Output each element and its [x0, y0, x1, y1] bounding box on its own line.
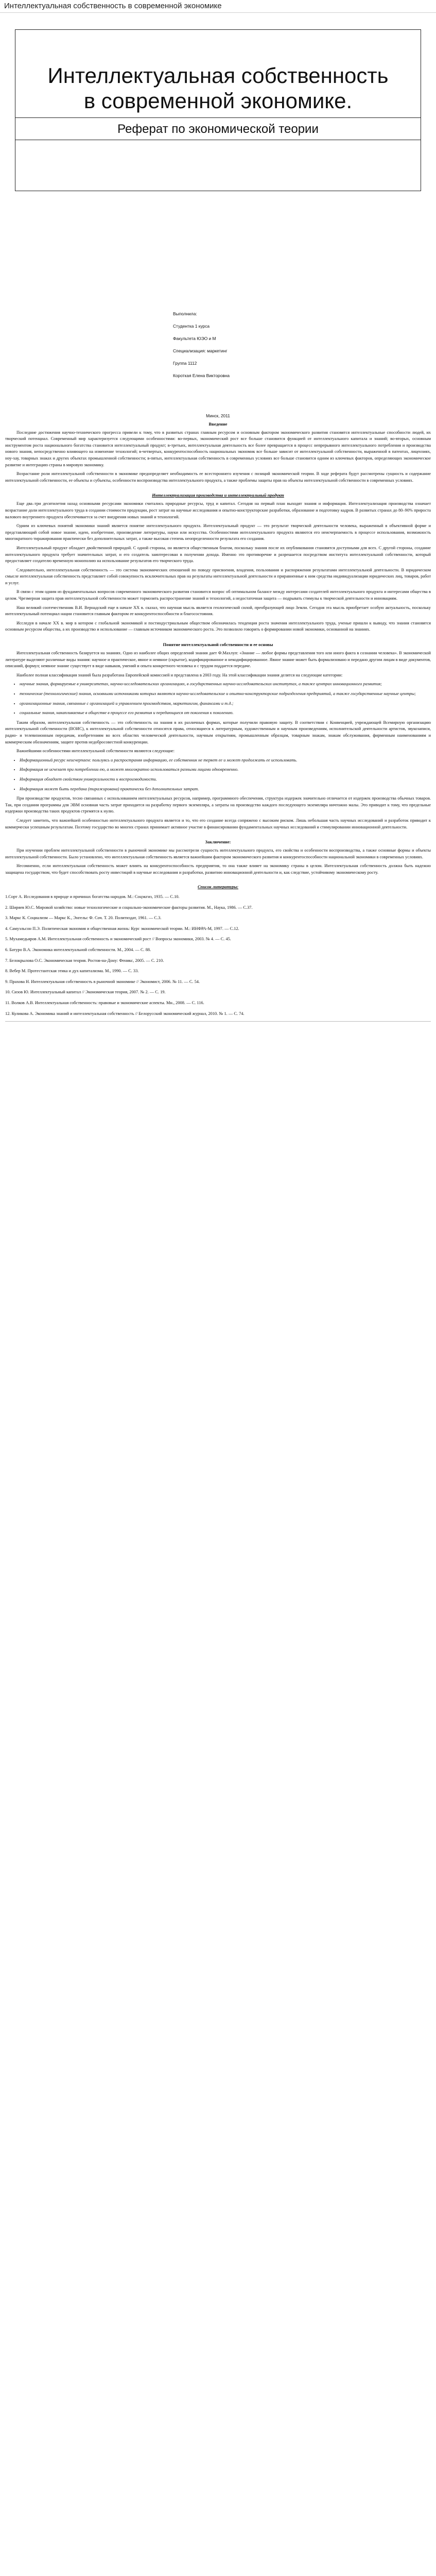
bibliography-item: 8. Вебер М. Протестантская этика и дух капитализма. М., 1990. — С. 33.: [5, 969, 139, 974]
list-item: • научные знания, формируемые в университетах, научно-исследовательских организациях, в государственных научно-исследовательских институтах, а также центрах инновационного развития;: [20, 681, 431, 688]
footer-divider: [5, 1021, 431, 1022]
cover-divider: [15, 117, 421, 118]
cover-title: Интеллектуальная собственность в современной экономике.: [47, 63, 389, 113]
intro-paragraph: Возрастание роли интеллектуальной собственности в экономике предопределяет необходимость ее всестороннего изучения с позиций экономической теории. В ходе реферата будут рассмотрены сущность и содержание интеллектуальной собственности, ее объекты и субъекты, особенности воспроизводства интеллектуального продукта, а также проблемы защиты прав на объекты интеллектуальной собственности в современных условиях.: [5, 471, 431, 483]
bibliography-list: [5, 894, 431, 1017]
section1-heading: Интеллектуализация производства и интеллектуальный продукт: [152, 493, 284, 498]
section1-paragraph: В связи с этим одним из фундаментальных вопросов современного экономического развития становится вопрос об оптимальном балансе между интересами создателей интеллектуального продукта и интересами общества в целом. Чрезмерная защита прав интеллектуальной собственности может тормозить распространение знаний и технологий, а недостаточная защита — подрывать стимулы к творческой деятельности и инновациям.: [5, 589, 431, 601]
section2-paragraph: При производстве продуктов, тесно связанных с использованием интеллектуальных ресурсов, например, программного обеспечения, структура издержек значительно отличается от издержек производства обычных товаров. Так, при создании программы для ЭВМ основная часть затрат приходится на разработку первого экземпляра, а затраты на производство каждого последующего экземпляра ничтожно малы. Это приводит к тому, что предельные издержки производства таких продуктов стремятся к нулю.: [5, 796, 431, 814]
intro-paragraph: Последние достижения научно-технического прогресса привели к тому, что в развитых странах главным ресурсом и основным фактором экономического развития становятся интеллектуальные способности людей, их творческий потенциал. Современный мир характеризуется следующими особенностями: во-первых, экономический рост все больше становится функцией от интеллектуального капитала и знаний; во-вторых, основным инструментом роста национального богатства становится интеллектуальный продукт; в-третьих, интеллектуальная деятельность все более превращается в процесс непрерывного интеллектуального потребления и производства нового знания, непосредственно влияющего на изменение технологий; в-четвертых, конкурентоспособность национальных экономик все больше зависит от интеллектуальной собственности, выраженной в патентах, лицензиях, ноу-хау, товарных знаках и других объектах промышленной собственности; в-пятых, интеллектуальная собственность в современных условиях все больше становится одним из ключевых факторов, определяющих экономическое развитие и интеграцию страны в мировую экономику.: [5, 430, 431, 467]
list-item: • социальные знания, накапливаемые в обществе в процессе его развития и передающиеся от поколения к поколению.: [20, 710, 431, 717]
ip-features-list: [5, 757, 431, 792]
section1-paragraph: Еще два–три десятилетия назад основными ресурсами экономики считались природные ресурсы, труд и капитал. Сегодня на первый план выходят знания и информация. Интеллектуализация производства означает возрастание доли интеллектуального труда в создании стоимости продукции, рост затрат на научные исследования и опытно-конструкторские разработки, образование и подготовку кадров. В развитых странах до 80–90% прироста валового внутреннего продукта обеспечивается за счет внедрения новых знаний и технологий.: [5, 501, 431, 519]
city-year: Минск, 2011: [206, 413, 230, 418]
bibliography-item: 3. Маркс К. Социализм — Маркс К., Энгельс Ф. Соч. Т. 20. Политиздат, 1961. — С.3.: [5, 916, 162, 921]
list-item: • Информация может быть передана (тиражирована) практически без дополнительных затрат.: [20, 786, 431, 793]
list-item: • Информационный ресурс неисчерпаем: пользуясь и распространяя информацию, ее собственник не теряет ее и может продолжать ее использовать.: [20, 757, 431, 764]
meta-performed: Выполнила:: [173, 311, 197, 316]
cover-box: [15, 29, 421, 191]
meta-group: Группа 1112: [173, 361, 197, 366]
conclusion-heading: Заключение:: [205, 839, 231, 845]
list-item: • Информация обладает свойством универсальности и воспроизводимости.: [20, 776, 431, 783]
section1-paragraph: Исследуя в начале XX в. мир в котором с глобальной экономикой и постиндустриальным обществом обозначилась тенденция роста значения интеллектуального труда, ученые пришли к выводу, что знания становятся основным ресурсом общества, а их производство и использование — главным источником экономического роста. Это позволило говорить о формировании новой экономики, основанной на знаниях.: [5, 620, 431, 632]
bibliography-item: 4. Самуэльсон П.Э. Политическая экономия и общественная жизнь: Курс экономической теории. М.: ИНФРА-М, 1997. — С.12.: [5, 926, 239, 931]
conclusion-paragraph: Несомненно, если интеллектуальная собственность может влиять на конкурентоспособность предприятия, то она также влияет на экономику страны в целом. Интеллектуальная собственность должна быть надежно защищена государством, что будет способствовать росту инвестиций в научные исследования и разработки, развитию инновационной деятельности и, как следствие, устойчивому экономическому росту.: [5, 863, 431, 875]
section1-paragraph: Интеллектуальный продукт обладает двойственной природой. С одной стороны, он является общественным благом, поскольку знания после их опубликования становятся доступными для всех. С другой стороны, создание интеллектуального продукта требует значительных затрат, и его создатель заинтересован в получении дохода. Именно это противоречие и разрешается посредством института интеллектуальной собственности, который предоставляет создателю временную монополию на использование результатов его творческого труда.: [5, 545, 431, 564]
bibliography-item: 10. Сизов Ю. Интеллектуальный капитал // Экономическая теория, 2007. № 2. — С. 19.: [5, 990, 166, 995]
page-header-title: Интеллектуальная собственность в современной экономике: [0, 0, 436, 13]
bibliography-item: 1.Сорт А. Исследования в природе и причинах богатства народов. М.: Соцэкгиз, 1935. — С.10.: [5, 894, 180, 900]
bibliography-item: 9. Прахова Н. Интеллектуальная собственность в рыночной экономике // Экономист, 2006. № 11. — С. 54.: [5, 979, 200, 984]
list-item: • организационные знания, связанные с организацией и управлением производством, маркетингом, финансами и т.д.;: [20, 701, 431, 707]
section2-paragraph: Таким образом, интеллектуальная собственность — это собственность на знания в их различных формах, которые получили правовую защиту. В соответствии с Конвенцией, учреждающей Всемирную организацию интеллектуальной собственности (ВОИС), к интеллектуальной собственности относятся права, относящиеся к литературным, художественным и научным произведениям, исполнительской деятельности артистов, звукозаписи, радио- и телевизионным передачам, изобретениям во всех областях человеческой деятельности, научным открытиям, промышленным образцам, товарным знакам, знакам обслуживания, фирменным наименованиям и коммерческим обозначениям, защите против недобросовестной конкуренции.: [5, 720, 431, 744]
meta-faculty: Факультета ЮЭО и М: [173, 336, 216, 341]
author-meta: [5, 308, 431, 382]
section1-paragraph: Наш великий соотечественник В.И. Вернадский еще в начале XX в. сказал, что научная мысль является геологической силой, преобразующей лицо Земли. Сегодня эта мысль приобретает особую актуальность, поскольку интеллектуальный потенциал нации становится главным фактором ее конкурентоспособности и благосостояния.: [5, 605, 431, 617]
bibliography-item: 11. Волков А.В. Интеллектуальная собственность: правовые и экономические аспекты. Мн., 2008. — С. 116.: [5, 1001, 204, 1005]
knowledge-types-list: [5, 681, 431, 716]
cover-subtitle: Реферат по экономической теории: [117, 122, 319, 136]
list-item: • Информация не исчезает при потреблении ею, а может многократно использоваться разными лицами одновременно.: [20, 767, 431, 773]
bibliography-item: 2. Ширяев Ю.С. Мировой хозяйство: новые технологические и социально-экономические факторы развития. М., Наука, 1986. — С.37.: [5, 905, 253, 910]
list-item: • технические (технологические) знания, основными источниками которых являются научно-исследовательские и опытно-конструкторские подразделения предприятий, а также государственные научные центры;: [20, 691, 431, 698]
section1-paragraph: Следовательно, интеллектуальная собственность — это система экономических отношений по поводу присвоения, владения, пользования и распоряжения результатами интеллектуальной деятельности. В юридическом смысле интеллектуальная собственность представляет собой совокупность исключительных прав на результаты интеллектуальной деятельности и приравненные к ним средства индивидуализации юридических лиц, товаров, работ и услуг.: [5, 567, 431, 585]
document-body: [0, 29, 436, 1022]
bibliography-item: 5. Мухамедьяров А.М. Интеллектуальная собственность и экономический рост // Вопросы экономики, 2003. № 4. — С. 45.: [5, 937, 231, 942]
intro-heading: Введение: [208, 421, 228, 427]
section1-paragraph: Одним из ключевых понятий экономики знаний является понятие интеллектуального продукта. Интеллектуальный продукт — это результат творческой деятельности человека, выраженный в объективной форме и представляющий собой новое знание, идею, изобретение, произведение литературы, науки или искусства. Особенностями интеллектуального продукта являются его неисчерпаемость в процессе использования, возможность многократного тиражирования практически без дополнительных затрат, а также высокая степень неопределенности результата его создания.: [5, 523, 431, 541]
section2-paragraph: Следует заметить, что важнейшей особенностью интеллектуального продукта является и то, что его создание всегда сопряжено с высоким риском. Лишь небольшая часть научных исследований и разработок приводит к коммерчески успешным результатам. Поэтому государство во многих странах принимает активное участие в финансировании фундаментальных научных исследований и стимулировании инновационной деятельности.: [5, 818, 431, 829]
section2-paragraph: Интеллектуальная собственность базируется на знаниях. Одно из наиболее общих определений знания дает Ф.Махлуп: «Знание — любое формы представления того или иного факта в сознании человека». В экономической литературе выделяют различные виды знания: научное и практическое, явное и неявное (скрытое), кодифицированное и некодифицированное. Явное знание может быть формализовано и передано другим лицам в виде документов, описаний, формул; неявное знание существует в виде навыков, умений и опыта конкретного человека и с трудом поддается передаче.: [5, 651, 431, 669]
bibliography-item: 12. Куликова А. Экономика знаний и интеллектуальная собственность // Белорусский экономический журнал, 2010. № 1. — С. 74.: [5, 1011, 245, 1016]
section2-paragraph: Важнейшими особенностями интеллектуальной собственности являются следующие:: [16, 749, 175, 754]
section2-paragraph: Наиболее полная классификация знаний была разработана Европейской комиссией и представлена в 2003 году. На этой классификации знания делятся на следующие категории:: [16, 672, 343, 677]
meta-author: Короткая Елена Викторовна: [173, 373, 230, 378]
bibliography-item: 6. Батуро В.А. Экономика интеллектуальной собственности. М., 2004. — С. 88.: [5, 947, 151, 953]
conclusion-paragraph: При изучении проблем интеллектуальной собственности в рыночной экономике мы рассмотрели сущность интеллектуального продукта, его свойства и особенности воспроизводства, а также основные формы и объекты интеллектуальной собственности. Было установлено, что интеллектуальная собственность является важнейшим фактором экономического развития и конкурентоспособности национальной экономики в современных условиях.: [5, 848, 431, 859]
section2-heading: Понятие интеллектуальной собственности и ее основы: [163, 642, 273, 648]
bibliography-heading: Список литературы:: [197, 885, 239, 890]
meta-speciality: Специализация: маркетинг: [173, 348, 228, 353]
meta-student: Студентка 1 курса: [173, 324, 210, 329]
bibliography-item: 7. Белокрылова О.С. Экономическая теория. Ростов-на-Дону: Феникс, 2005. — С. 210.: [5, 958, 164, 963]
